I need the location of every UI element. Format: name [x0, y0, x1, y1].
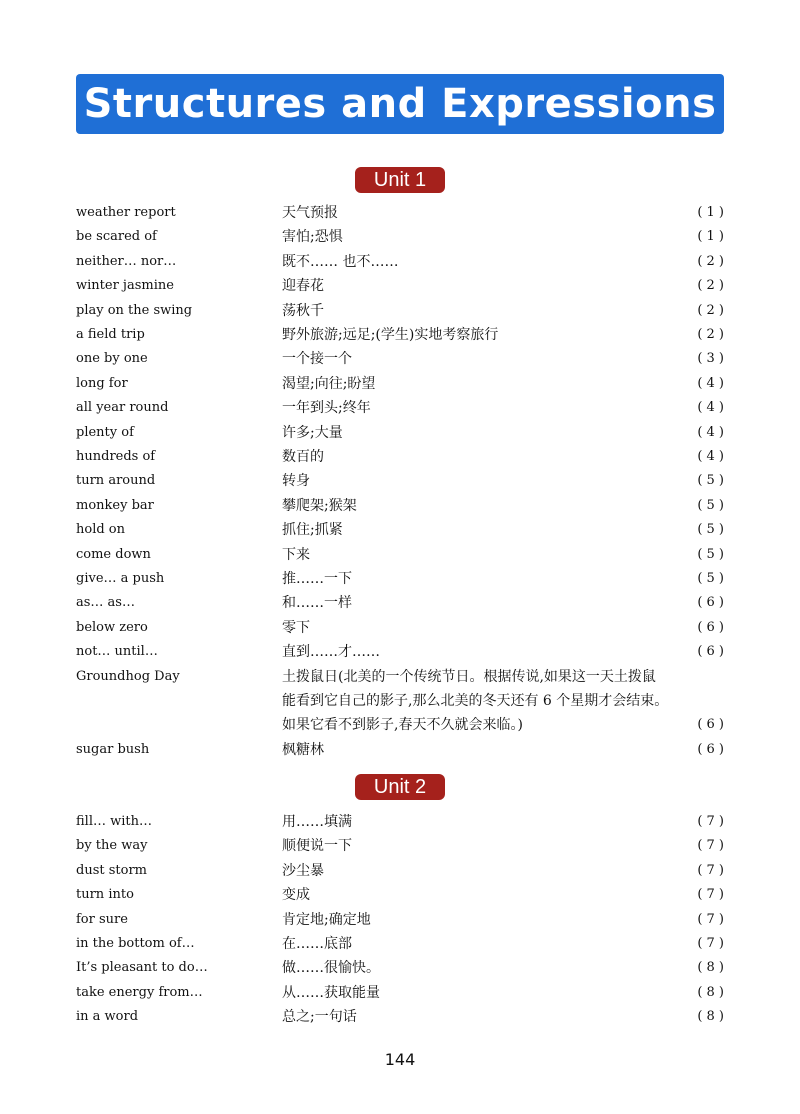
page-reference: ( 2 ) — [697, 278, 724, 294]
english-phrase: monkey bar — [76, 497, 154, 513]
list-item — [76, 278, 724, 302]
list-item — [76, 863, 724, 887]
page-reference: ( 1 ) — [697, 205, 724, 220]
page-reference: ( 4 ) — [697, 400, 724, 416]
chinese-meaning: 直到……才…… — [282, 644, 380, 661]
chinese-meaning: 和……一样 — [282, 595, 352, 612]
list-item — [76, 351, 724, 375]
english-phrase: come down — [76, 546, 151, 562]
list-item — [76, 814, 724, 838]
chinese-meaning: 渴望;向往;盼望 — [282, 375, 376, 392]
list-item — [76, 229, 724, 253]
list-item — [76, 522, 724, 546]
english-phrase: Groundhog Day — [76, 668, 180, 684]
english-phrase: turn into — [76, 887, 134, 903]
english-phrase: It’s pleasant to do… — [76, 960, 208, 976]
chinese-meaning: 沙尘暴 — [282, 862, 324, 879]
page-reference: ( 5 ) — [697, 546, 724, 562]
english-phrase: weather report — [76, 205, 176, 220]
list-item — [76, 620, 724, 644]
chinese-meaning: 下来 — [282, 546, 310, 563]
page-reference: ( 8 ) — [697, 960, 724, 976]
list-item — [76, 838, 724, 862]
title-banner — [76, 74, 724, 134]
chinese-meaning: 枫糖林 — [282, 741, 324, 758]
chinese-meaning: 攀爬架;猴架 — [282, 497, 357, 514]
english-phrase: in a word — [76, 1009, 139, 1025]
list-item — [76, 327, 724, 351]
english-phrase: give… a push — [76, 571, 165, 586]
page-reference: ( 1 ) — [697, 229, 724, 245]
page-reference: ( 5 ) — [697, 497, 724, 513]
chinese-meaning: 害怕;恐惧 — [282, 229, 343, 246]
list-item — [76, 1009, 724, 1033]
english-phrase: a field trip — [76, 327, 145, 342]
english-phrase: turn around — [76, 473, 156, 489]
page-number: 144 — [384, 1050, 416, 1069]
english-phrase: for sure — [76, 911, 128, 927]
chinese-meaning: 总之;一句话 — [282, 1009, 357, 1026]
list-item — [76, 498, 724, 522]
chinese-meaning: 能看到它自己的影子,那么北美的冬天还有 6 个星期才会结束。 — [282, 692, 669, 709]
list-item — [76, 473, 724, 497]
page-reference: ( 4 ) — [697, 449, 724, 464]
chinese-meaning: 荡秋千 — [282, 302, 324, 319]
page-reference: ( 4 ) — [697, 424, 724, 440]
page-reference: ( 6 ) — [697, 595, 724, 611]
unit-badge: Unit 2 — [355, 774, 445, 800]
list-item — [76, 303, 724, 327]
list-item — [76, 425, 724, 449]
english-phrase: below zero — [76, 619, 148, 635]
page-reference: ( 7 ) — [697, 911, 724, 927]
list-item — [76, 960, 724, 984]
page-reference: ( 5 ) — [697, 522, 724, 538]
chinese-meaning: 迎春花 — [282, 278, 324, 295]
english-phrase: be scared of — [76, 229, 157, 245]
chinese-meaning: 数百的 — [282, 449, 324, 465]
list-item — [76, 449, 724, 473]
list-item — [76, 400, 724, 424]
chinese-meaning: 推……一下 — [282, 571, 352, 587]
unit-badge: Unit 1 — [355, 167, 445, 193]
list-item — [76, 571, 724, 595]
english-phrase: plenty of — [76, 424, 134, 440]
english-phrase: hundreds of — [76, 449, 156, 464]
english-phrase: one by one — [76, 351, 148, 367]
page-reference: ( 6 ) — [697, 644, 724, 660]
english-phrase: not… until… — [76, 644, 158, 660]
chinese-meaning: 抓住;抓紧 — [282, 522, 343, 539]
chinese-meaning: 如果它看不到影子,春天不久就会来临。) — [282, 717, 523, 734]
page-title: Structures and Expressions — [83, 81, 717, 127]
page-reference: ( 7 ) — [697, 862, 724, 878]
list-item — [76, 254, 724, 278]
english-phrase: by the way — [76, 838, 148, 854]
english-phrase: neither… nor… — [76, 253, 177, 269]
chinese-meaning: 零下 — [282, 619, 310, 636]
chinese-meaning: 许多;大量 — [282, 424, 343, 441]
page-reference: ( 8 ) — [697, 984, 724, 1000]
english-phrase: winter jasmine — [76, 278, 174, 294]
list-item — [76, 547, 724, 571]
chinese-meaning: 顺便说一下 — [282, 838, 352, 855]
chinese-meaning: 变成 — [282, 887, 310, 904]
page-reference: ( 7 ) — [697, 838, 724, 854]
english-phrase: hold on — [76, 522, 126, 538]
page-reference: ( 4 ) — [697, 375, 724, 391]
list-item — [76, 205, 724, 229]
english-phrase: all year round — [76, 400, 169, 416]
chinese-meaning: 一年到头;终年 — [282, 400, 371, 417]
list-item — [76, 376, 724, 400]
english-phrase: long for — [76, 375, 128, 391]
page-reference: ( 7 ) — [697, 814, 724, 829]
chinese-meaning: 转身 — [282, 473, 310, 490]
page-reference: ( 7 ) — [697, 887, 724, 903]
chinese-meaning: 肯定地;确定地 — [282, 911, 371, 928]
page-reference: ( 5 ) — [697, 571, 724, 586]
english-phrase: as… as… — [76, 595, 135, 611]
page-reference: ( 6 ) — [697, 717, 724, 733]
chinese-meaning: 在……底部 — [282, 936, 352, 952]
chinese-meaning: 既不…… 也不…… — [282, 253, 399, 270]
english-phrase: fill… with… — [76, 814, 153, 829]
page-reference: ( 8 ) — [697, 1009, 724, 1025]
english-phrase: sugar bush — [76, 741, 150, 757]
chinese-meaning: 用……填满 — [282, 814, 352, 830]
chinese-meaning: 天气预报 — [282, 205, 338, 221]
list-item — [76, 936, 724, 960]
english-phrase: in the bottom of… — [76, 936, 195, 951]
list-item — [76, 595, 724, 619]
chinese-meaning: 从……获取能量 — [282, 984, 380, 1001]
chinese-meaning: 土拨鼠日(北美的一个传统节日。根据传说,如果这一天土拨鼠 — [282, 668, 656, 685]
page-reference: ( 6 ) — [697, 741, 724, 757]
page-reference: ( 2 ) — [697, 302, 724, 318]
page-reference: ( 6 ) — [697, 619, 724, 635]
list-item — [76, 887, 724, 911]
english-phrase: dust storm — [76, 862, 147, 878]
chinese-meaning: 一个接一个 — [282, 351, 352, 368]
page-reference: ( 7 ) — [697, 936, 724, 951]
list-item — [76, 912, 724, 936]
page-reference: ( 2 ) — [697, 327, 724, 342]
page-reference: ( 2 ) — [697, 253, 724, 269]
page-reference: ( 5 ) — [697, 473, 724, 489]
list-item — [76, 985, 724, 1009]
english-phrase: play on the swing — [76, 302, 193, 318]
english-phrase: take energy from… — [76, 984, 203, 1000]
chinese-meaning: 野外旅游;远足;(学生)实地考察旅行 — [282, 327, 499, 343]
page-reference: ( 3 ) — [697, 351, 724, 367]
list-item — [76, 644, 724, 668]
chinese-meaning: 做……很愉快。 — [282, 960, 380, 977]
list-item — [76, 669, 724, 742]
list-item — [76, 742, 724, 766]
